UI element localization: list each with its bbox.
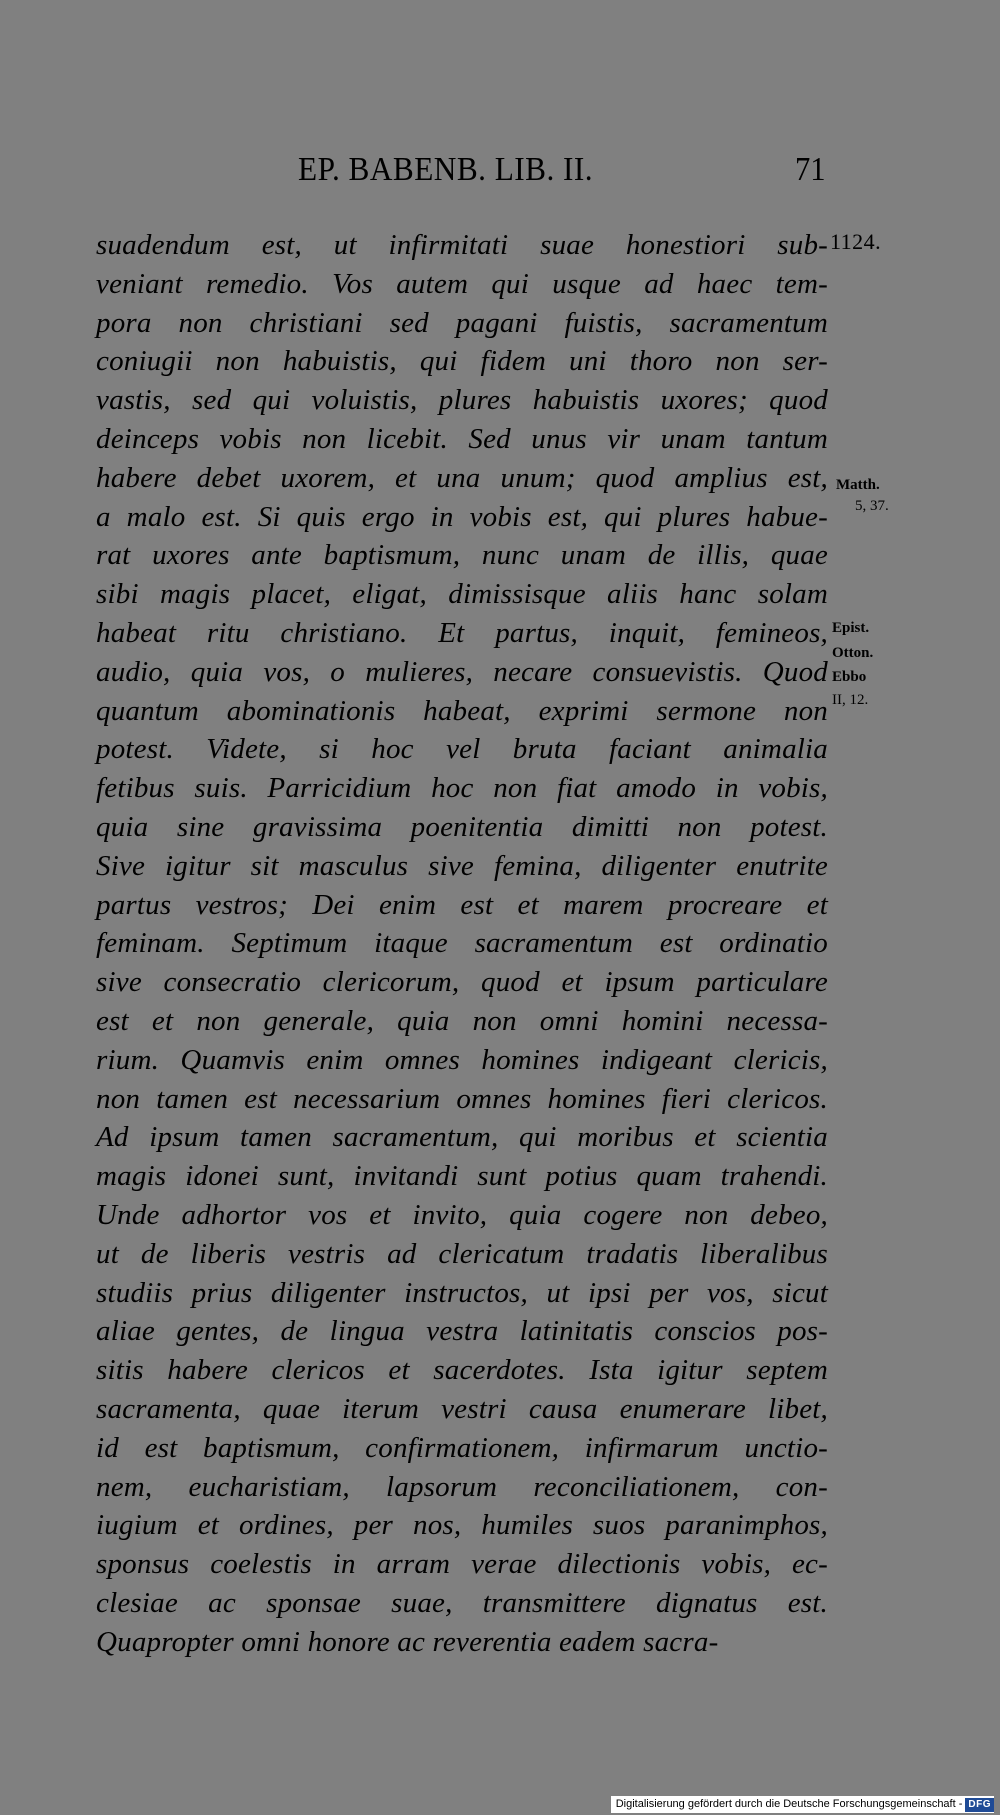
text-line: pora non christiani sed pagani fuistis, sacramentum: [96, 306, 828, 339]
text-line: rat uxores ante baptismum, nunc unam de illis, quae: [96, 539, 828, 572]
text-line: nem, eucharistiam, lapsorum reconciliationem, con-: [96, 1470, 828, 1503]
text-line: clesiae ac sponsae suae, transmittere dignatus est.: [96, 1586, 828, 1619]
text-line: habeat ritu christiano. Et partus, inquit, femineos,: [96, 616, 828, 649]
text-line: fetibus suis. Parricidium hoc non fiat amodo in vobis,: [96, 772, 828, 805]
margin-note-year: 1124.: [830, 229, 882, 254]
text-line: sitis habere clericos et sacerdotes. Ista igitur septem: [96, 1354, 828, 1387]
margin-note-reference: 5, 37.: [855, 498, 889, 514]
text-line: habere debet uxorem, et una unum; quod amplius est,: [96, 461, 828, 494]
margin-note-reference: Epist.: [832, 620, 870, 636]
page-header: [0, 148, 1000, 192]
text-line: partus vestros; Dei enim est et marem procreare et: [96, 888, 828, 921]
text-line: veniant remedio. Vos autem qui usque ad haec tem-: [96, 267, 828, 300]
text-line: sibi magis placet, eligat, dimissisque aliis hanc solam: [96, 578, 828, 611]
text-line: aliae gentes, de lingua vestra latinitatis conscios pos-: [96, 1315, 828, 1348]
text-line: suadendum est, ut infirmitati suae honestiori sub-: [96, 229, 828, 261]
text-line: quia sine gravissima poenitentia dimitti non potest.: [96, 810, 828, 843]
text-line: feminam. Septimum itaque sacramentum est ordinatio: [96, 927, 828, 960]
text-line: sponsus coelestis in arram verae dilectionis vobis, ec-: [96, 1548, 828, 1581]
text-line: id est baptismum, confirmationem, infirmarum unctio-: [96, 1431, 828, 1464]
running-title: EP. BABENB. LIB. II.: [298, 151, 594, 188]
text-line: coniugii non habuistis, qui fidem uni thoro non ser-: [96, 345, 828, 378]
text-line: Unde adhortor vos et invito, quia cogere non debeo,: [96, 1198, 828, 1231]
text-line: sive consecratio clericorum, quod et ipsum particulare: [96, 966, 828, 999]
text-line: Sive igitur sit masculus sive femina, diligenter enutrite: [96, 849, 828, 882]
margin-note-reference: Ebbo: [832, 669, 867, 685]
text-line: iugium et ordines, per nos, humiles suos paranimphos,: [96, 1509, 828, 1542]
text-line: a malo est. Si quis ergo in vobis est, qui plures habue-: [96, 500, 828, 533]
text-line: Ad ipsum tamen sacramentum, qui moribus et scientia: [96, 1121, 828, 1154]
page-number: 71: [795, 151, 826, 188]
text-line: Quapropter omni honore ac reverentia eadem sacra-: [96, 1625, 719, 1658]
text-line: magis idonei sunt, invitandi sunt potius quam trahendi.: [96, 1160, 828, 1193]
digitization-footer: [611, 1796, 994, 1813]
text-line: est et non generale, quia non omni homini necessa-: [96, 1004, 828, 1037]
text-line: non tamen est necessarium omnes homines fieri clericos.: [96, 1082, 828, 1115]
text-line: vastis, sed qui voluistis, plures habuistis uxores; quod: [96, 384, 828, 417]
text-line: studiis prius diligenter instructos, ut ipsi per vos, sicut: [96, 1276, 828, 1309]
margin-note-reference: Matth.: [836, 477, 880, 493]
text-line: audio, quia vos, o mulieres, necare consuevistis. Quod: [96, 655, 828, 688]
text-line: sacramenta, quae iterum vestri causa enumerare libet,: [96, 1392, 828, 1425]
text-line: deinceps vobis non licebit. Sed unus vir unam tantum: [96, 422, 828, 455]
dfg-logo: DFG: [965, 1798, 994, 1812]
text-line: potest. Videte, si hoc vel bruta faciant animalia: [96, 733, 828, 766]
margin-note-reference: Otton.: [832, 645, 874, 661]
main-text: [96, 226, 828, 1661]
text-line: rium. Quamvis enim omnes homines indigeant clericis,: [96, 1043, 828, 1076]
text-line: ut de liberis vestris ad clericatum tradatis liberalibus: [96, 1237, 828, 1270]
text-line: quantum abominationis habeat, exprimi sermone non: [96, 694, 828, 727]
funding-notice: Digitalisierung gefördert durch die Deutsche Forschungsgemeinschaft -: [615, 1798, 963, 1810]
margin-note-reference: II, 12.: [832, 692, 869, 708]
